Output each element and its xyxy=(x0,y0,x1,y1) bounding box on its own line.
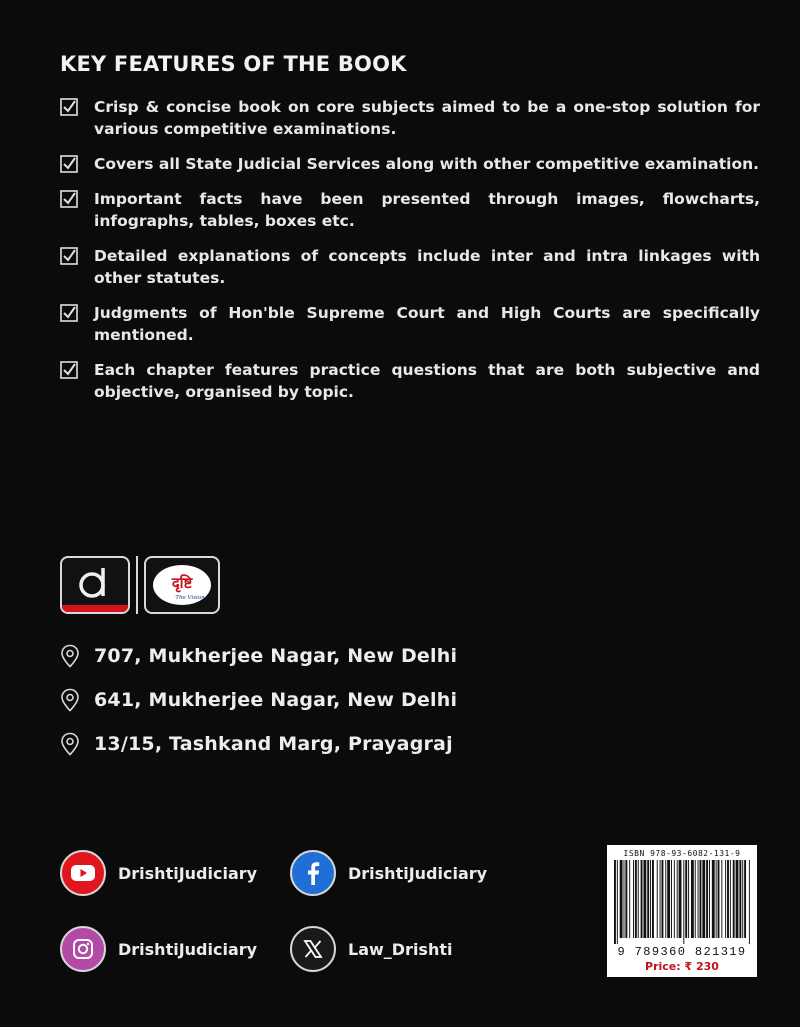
checkbox-icon xyxy=(60,190,78,208)
facebook-handle: DrishtiJudiciary xyxy=(348,863,488,883)
drishti-hindi-logo xyxy=(144,556,220,614)
barcode-stripe xyxy=(617,860,618,944)
social-x[interactable] xyxy=(290,926,452,972)
barcode-stripe xyxy=(683,860,684,944)
checkbox-icon xyxy=(60,155,78,173)
price-label: Price: ₹ 230 xyxy=(645,960,719,973)
checkbox-icon xyxy=(60,361,78,379)
barcode-stripe xyxy=(641,860,643,938)
drishti-hindi-text: दृष्टि xyxy=(171,574,193,592)
feature-item xyxy=(60,302,760,346)
barcode-stripe xyxy=(739,860,741,938)
barcode-stripe xyxy=(677,860,678,938)
barcode-stripe xyxy=(700,860,702,938)
barcode-stripe xyxy=(695,860,696,938)
publisher-logos xyxy=(60,556,220,614)
barcode-stripe xyxy=(709,860,710,938)
isbn-barcode xyxy=(607,845,757,977)
barcode-stripe xyxy=(688,860,689,938)
barcode-stripe xyxy=(730,860,731,938)
drishti-tagline: The Vision xyxy=(175,595,205,601)
address-text: 641, Mukherjee Nagar, New Delhi xyxy=(94,689,458,711)
barcode-stripe xyxy=(625,860,627,938)
barcode-stripe xyxy=(624,860,625,938)
feature-text: Covers all State Judicial Services along with other competitive examination. xyxy=(94,155,760,173)
barcode-stripe xyxy=(712,860,715,938)
checkbox-icon xyxy=(60,247,78,265)
barcode-stripe xyxy=(685,860,687,938)
barcode-stripe xyxy=(736,860,739,938)
barcode-stripe xyxy=(671,860,672,938)
address-item xyxy=(60,634,457,678)
barcode-stripe xyxy=(702,860,705,938)
barcode-stripe xyxy=(725,860,726,938)
barcode-stripe xyxy=(721,860,722,938)
barcode-stripe xyxy=(718,860,720,938)
instagram-icon xyxy=(60,926,106,972)
instagram-handle: DrishtiJudiciary xyxy=(118,939,258,959)
location-pin-icon xyxy=(60,688,80,712)
barcode-stripe xyxy=(742,860,743,938)
key-features-heading: KEY FEATURES OF THE BOOK xyxy=(60,52,407,76)
logo-divider xyxy=(136,556,138,614)
address-item xyxy=(60,678,457,722)
social-facebook[interactable] xyxy=(290,850,487,896)
checkbox-icon xyxy=(60,304,78,322)
barcode-stripe xyxy=(647,860,649,938)
logo-red-bar xyxy=(62,605,128,612)
checkbox-icon xyxy=(60,98,78,116)
feature-text: Crisp & concise book on core subjects aimed to be a one-stop solution for various competitive examinations. xyxy=(94,98,760,138)
feature-text: Judgments of Hon'ble Supreme Court and High Courts are specifically mentioned. xyxy=(94,304,760,344)
address-text: 707, Mukherjee Nagar, New Delhi xyxy=(94,645,458,667)
barcode-stripe xyxy=(629,860,630,938)
feature-text: Each chapter features practice questions that are both subjective and objective, organised by topic. xyxy=(94,361,760,401)
feature-item xyxy=(60,188,760,232)
youtube-handle: DrishtiJudiciary xyxy=(118,863,258,883)
location-pin-icon xyxy=(60,732,80,756)
drishti-logo-icon xyxy=(150,562,214,608)
barcode-stripe xyxy=(706,860,708,938)
barcode-stripe xyxy=(716,860,717,938)
social-instagram[interactable] xyxy=(60,926,257,972)
feature-text: Important facts have been presented through images, flowcharts, infographs, tables, boxes etc. xyxy=(94,190,760,230)
barcode-stripe xyxy=(667,860,670,938)
feature-item xyxy=(60,153,760,175)
barcode-stripe xyxy=(614,860,616,944)
youtube-icon xyxy=(60,850,106,896)
barcode-stripe xyxy=(679,860,682,938)
barcode-bars xyxy=(612,860,752,944)
x-handle: Law_Drishti xyxy=(348,939,453,959)
barcode-stripe xyxy=(633,860,634,938)
isbn-label: ISBN 978-93-6082-131-9 xyxy=(623,849,741,858)
barcode-stripe xyxy=(660,860,661,938)
features-list xyxy=(60,96,760,416)
isbn-number: 9 789360 821319 xyxy=(617,945,747,959)
barcode-stripe xyxy=(662,860,664,938)
barcode-stripe xyxy=(652,860,654,938)
barcode-stripe xyxy=(744,860,746,938)
feature-item xyxy=(60,96,760,140)
x-icon xyxy=(290,926,336,972)
feature-item xyxy=(60,245,760,289)
feature-item xyxy=(60,359,760,403)
d-logo-icon xyxy=(62,558,128,612)
barcode-stripe xyxy=(691,860,694,938)
facebook-icon xyxy=(290,850,336,896)
barcode-stripe xyxy=(733,860,735,938)
barcode-stripe xyxy=(749,860,750,944)
address-list xyxy=(60,634,457,766)
barcode-stripe xyxy=(665,860,666,938)
social-youtube[interactable] xyxy=(60,850,257,896)
barcode-stripe xyxy=(727,860,729,938)
barcode-stripe xyxy=(638,860,639,938)
location-pin-icon xyxy=(60,644,80,668)
address-item xyxy=(60,722,457,766)
barcode-stripe xyxy=(698,860,699,938)
barcode-stripe xyxy=(674,860,675,938)
barcode-stripe xyxy=(657,860,658,938)
barcode-stripe xyxy=(643,860,646,938)
barcode-stripe xyxy=(635,860,637,938)
drishti-d-logo xyxy=(60,556,130,614)
barcode-stripe xyxy=(620,860,623,938)
barcode-stripe xyxy=(650,860,651,938)
feature-text: Detailed explanations of concepts include inter and intra linkages with other statutes. xyxy=(94,247,760,287)
address-text: 13/15, Tashkand Marg, Prayagraj xyxy=(94,733,453,755)
